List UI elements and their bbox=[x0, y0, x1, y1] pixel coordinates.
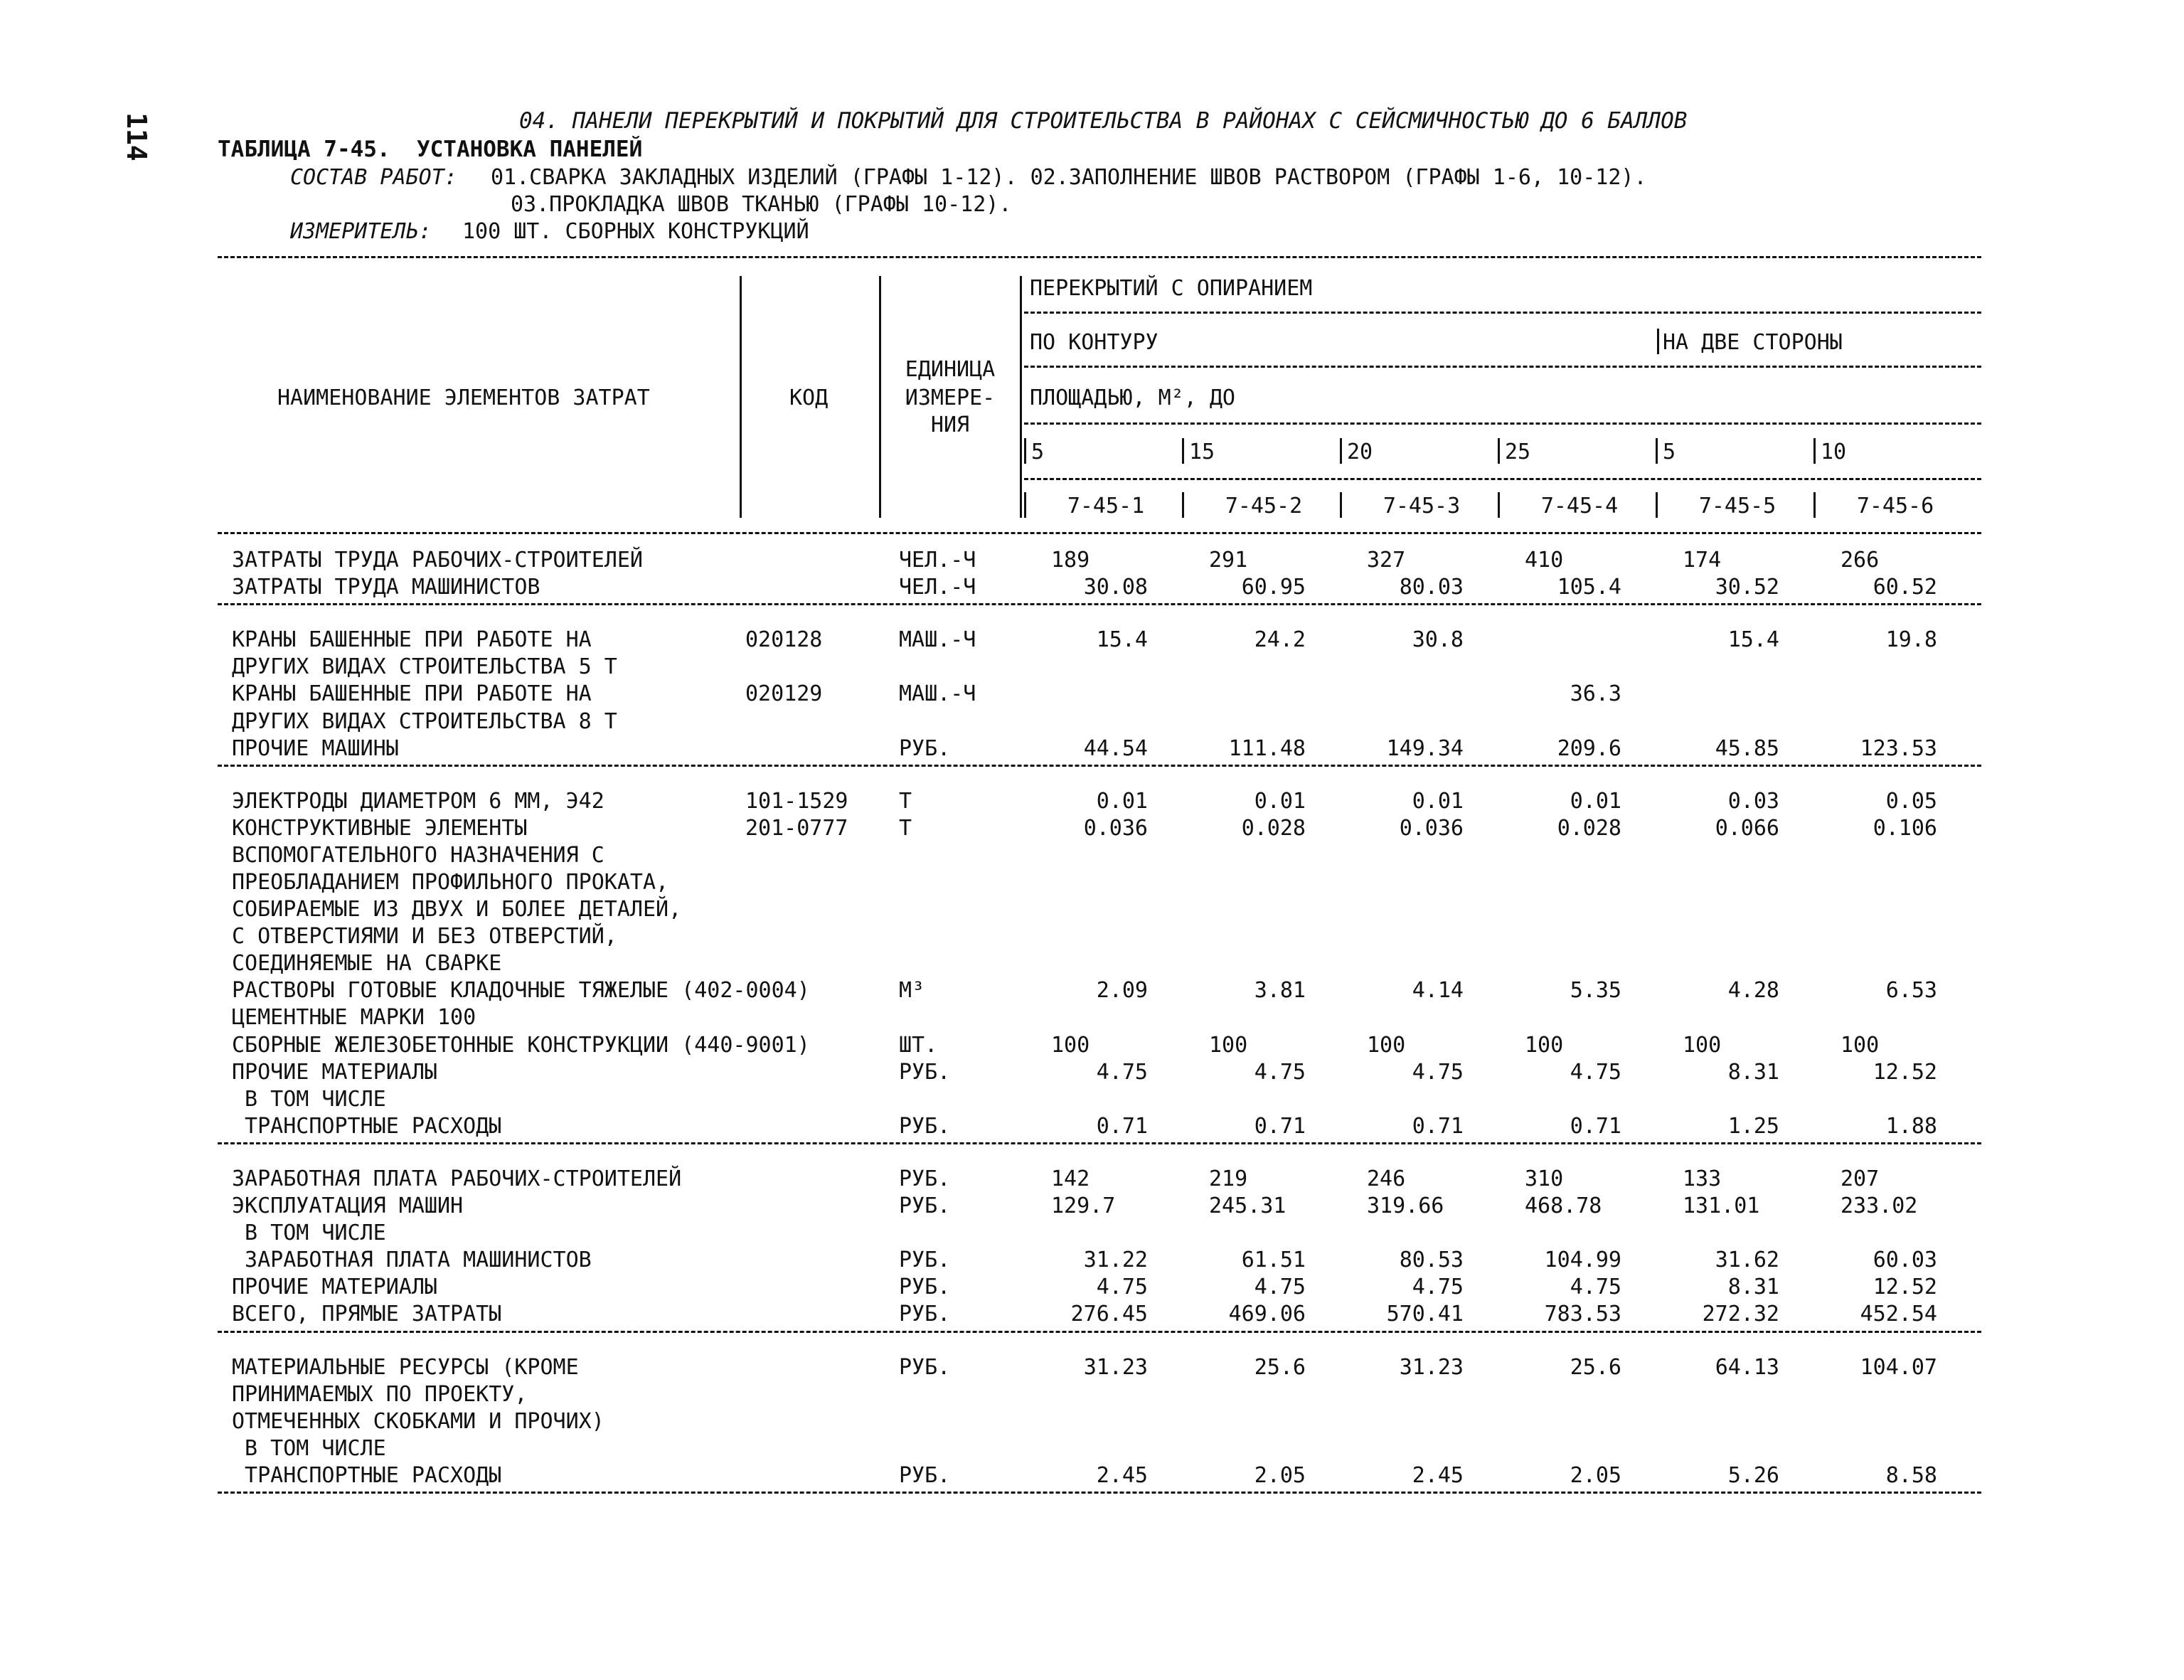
row-name: МАТЕРИАЛЬНЫЕ РЕСУРСЫ (КРОМЕ bbox=[232, 1355, 579, 1380]
section-rule bbox=[218, 1142, 1981, 1144]
row-value: 31.23 bbox=[1399, 1355, 1464, 1380]
row-unit: РУБ. bbox=[899, 1302, 951, 1327]
row-name: ЗАРАБОТНАЯ ПЛАТА МАШИНИСТОВ bbox=[232, 1248, 592, 1272]
row-name: ПРОЧИЕ МАШИНЫ bbox=[232, 736, 399, 761]
row-value: 469.06 bbox=[1228, 1302, 1306, 1327]
row-unit: ЧЕЛ.-Ч bbox=[899, 575, 976, 600]
row-value: 0.028 bbox=[1557, 816, 1621, 841]
row-unit: Т bbox=[899, 789, 912, 814]
row-name: ВСПОМОГАТЕЛЬНОГО НАЗНАЧЕНИЯ С bbox=[232, 843, 604, 868]
row-value: 31.22 bbox=[1083, 1248, 1148, 1272]
row-name: СОЕДИНЯЕМЫЕ НА СВАРКЕ bbox=[232, 951, 502, 976]
row-value: 246 bbox=[1367, 1166, 1406, 1191]
col-divider-unit bbox=[1020, 276, 1022, 518]
row-unit: РУБ. bbox=[899, 1114, 951, 1139]
row-value: 452.54 bbox=[1860, 1302, 1937, 1327]
row-value: 410 bbox=[1525, 548, 1564, 573]
col-divider-code bbox=[879, 276, 881, 518]
row-value: 31.23 bbox=[1083, 1355, 1148, 1380]
row-value: 219 bbox=[1209, 1166, 1248, 1191]
work-composition-line2: 03.ПРОКЛАДКА ШВОВ ТКАНЬЮ (ГРАФЫ 10-12). bbox=[511, 192, 1012, 217]
row-value: 319.66 bbox=[1367, 1193, 1444, 1218]
area-value: 10 bbox=[1821, 440, 1847, 464]
row-value: 2.05 bbox=[1570, 1463, 1621, 1488]
row-name: ДРУГИХ ВИДАХ СТРОИТЕЛЬСТВА 8 Т bbox=[232, 709, 617, 734]
row-unit: РУБ. bbox=[899, 1355, 951, 1380]
row-value: 8.31 bbox=[1727, 1275, 1779, 1299]
column-code: 7-45-3 bbox=[1383, 494, 1461, 519]
row-value: 129.7 bbox=[1051, 1193, 1116, 1218]
row-value: 2.05 bbox=[1254, 1463, 1306, 1488]
row-value: 233.02 bbox=[1841, 1193, 1918, 1218]
row-value: 0.03 bbox=[1727, 789, 1779, 814]
col-divider-name bbox=[740, 276, 742, 518]
row-name: ОТМЕЧЕННЫХ СКОБКАМИ И ПРОЧИХ) bbox=[232, 1409, 604, 1434]
row-unit: РУБ. bbox=[899, 736, 951, 761]
subheader-divider bbox=[1657, 329, 1659, 354]
row-value: 60.03 bbox=[1873, 1248, 1937, 1272]
row-value: 0.71 bbox=[1096, 1114, 1148, 1139]
row-value: 0.71 bbox=[1412, 1114, 1464, 1139]
row-value: 80.03 bbox=[1399, 575, 1464, 600]
page-number: 114 bbox=[121, 112, 152, 161]
area-header: ПЛОЩАДЬЮ, М², ДО bbox=[1030, 386, 1235, 410]
row-value: 36.3 bbox=[1570, 681, 1621, 706]
row-unit: М³ bbox=[899, 978, 925, 1003]
row-code: 020128 bbox=[745, 627, 823, 652]
table-bottom-rule bbox=[218, 1492, 1981, 1494]
measure-value: 100 ШТ. СБОРНЫХ КОНСТРУКЦИЙ bbox=[462, 219, 809, 244]
row-value: 31.62 bbox=[1715, 1248, 1779, 1272]
row-value: 4.75 bbox=[1254, 1060, 1306, 1085]
row-name: КРАНЫ БАШЕННЫЕ ПРИ РАБОТЕ НА bbox=[232, 681, 592, 706]
row-value: 0.066 bbox=[1715, 816, 1779, 841]
row-value: 4.75 bbox=[1412, 1060, 1464, 1085]
row-value: 60.95 bbox=[1241, 575, 1306, 600]
row-value: 783.53 bbox=[1544, 1302, 1621, 1327]
row-value: 4.75 bbox=[1412, 1275, 1464, 1299]
row-name: КОНСТРУКТИВНЫЕ ЭЛЕМЕНТЫ bbox=[232, 816, 528, 841]
row-value: 468.78 bbox=[1525, 1193, 1602, 1218]
row-unit: Т bbox=[899, 816, 912, 841]
area-divider bbox=[1813, 438, 1816, 464]
row-value: 100 bbox=[1525, 1033, 1564, 1058]
column-code: 7-45-1 bbox=[1067, 494, 1145, 519]
row-value: 327 bbox=[1367, 548, 1406, 573]
row-value: 111.48 bbox=[1228, 736, 1306, 761]
row-value: 209.6 bbox=[1557, 736, 1621, 761]
code-column-header: КОД bbox=[789, 386, 829, 410]
row-value: 0.05 bbox=[1885, 789, 1937, 814]
row-value: 133 bbox=[1683, 1166, 1722, 1191]
area-divider bbox=[1340, 438, 1342, 464]
row-value: 8.31 bbox=[1727, 1060, 1779, 1085]
row-value: 0.01 bbox=[1412, 789, 1464, 814]
column-code: 7-45-4 bbox=[1540, 494, 1619, 519]
column-code: 7-45-6 bbox=[1856, 494, 1934, 519]
row-name: ПРОЧИЕ МАТЕРИАЛЫ bbox=[232, 1060, 437, 1085]
row-code: 201-0777 bbox=[745, 816, 848, 841]
row-value: 30.52 bbox=[1715, 575, 1779, 600]
table-title: ТАБЛИЦА 7-45. УСТАНОВКА ПАНЕЛЕЙ bbox=[218, 137, 643, 162]
section-rule bbox=[218, 765, 1981, 767]
area-rule bbox=[1024, 422, 1981, 425]
row-name: ПРИНИМАЕМЫХ ПО ПРОЕКТУ, bbox=[232, 1382, 528, 1407]
subheader-rule bbox=[1024, 366, 1981, 368]
row-value: 272.32 bbox=[1702, 1302, 1779, 1327]
row-value: 1.25 bbox=[1727, 1114, 1779, 1139]
table-top-rule bbox=[218, 256, 1981, 258]
row-value: 24.2 bbox=[1254, 627, 1306, 652]
row-value: 131.01 bbox=[1683, 1193, 1760, 1218]
row-name: С ОТВЕРСТИЯМИ И БЕЗ ОТВЕРСТИЙ, bbox=[232, 924, 617, 949]
row-name: ЭКСПЛУАТАЦИЯ МАШИН bbox=[232, 1193, 464, 1218]
work-composition-line1: 01.СВАРКА ЗАКЛАДНЫХ ИЗДЕЛИЙ (ГРАФЫ 1-12). 02.ЗАПОЛНЕНИЕ ШВОВ РАСТВОРОМ (ГРАФЫ 1-6, 10-12). bbox=[491, 165, 1647, 190]
row-value: 12.52 bbox=[1873, 1275, 1937, 1299]
row-unit: МАШ.-Ч bbox=[899, 681, 976, 706]
row-value: 266 bbox=[1841, 548, 1880, 573]
row-value: 4.14 bbox=[1412, 978, 1464, 1003]
row-name: В ТОМ ЧИСЛЕ bbox=[232, 1436, 386, 1461]
code-divider bbox=[1813, 492, 1816, 518]
row-value: 2.09 bbox=[1096, 978, 1148, 1003]
row-value: 2.45 bbox=[1096, 1463, 1148, 1488]
row-value: 30.08 bbox=[1083, 575, 1148, 600]
row-value: 3.81 bbox=[1254, 978, 1306, 1003]
row-value: 4.75 bbox=[1096, 1275, 1148, 1299]
section-rule bbox=[218, 1331, 1981, 1333]
section-rule bbox=[218, 603, 1981, 605]
row-value: 104.99 bbox=[1544, 1248, 1621, 1272]
row-name: ЗАТРАТЫ ТРУДА РАБОЧИХ-СТРОИТЕЛЕЙ bbox=[232, 548, 643, 573]
row-name: ЭЛЕКТРОДЫ ДИАМЕТРОМ 6 ММ, Э42 bbox=[232, 789, 604, 814]
row-value: 0.01 bbox=[1254, 789, 1306, 814]
unit-column-header-3: НИЯ bbox=[930, 413, 970, 437]
code-divider bbox=[1656, 492, 1658, 518]
area-divider bbox=[1024, 438, 1026, 464]
row-value: 245.31 bbox=[1209, 1193, 1287, 1218]
unit-column-header-1: ЕДИНИЦА bbox=[905, 357, 996, 382]
row-value: 0.106 bbox=[1873, 816, 1937, 841]
area-value: 20 bbox=[1347, 440, 1373, 464]
row-value: 4.75 bbox=[1570, 1275, 1621, 1299]
code-divider bbox=[1498, 492, 1500, 518]
row-value: 0.028 bbox=[1241, 816, 1306, 841]
row-value: 19.8 bbox=[1885, 627, 1937, 652]
row-value: 100 bbox=[1841, 1033, 1880, 1058]
row-value: 310 bbox=[1525, 1166, 1564, 1191]
row-name: КРАНЫ БАШЕННЫЕ ПРИ РАБОТЕ НА bbox=[232, 627, 592, 652]
row-value: 1.88 bbox=[1885, 1114, 1937, 1139]
row-value: 4.75 bbox=[1254, 1275, 1306, 1299]
area-value: 25 bbox=[1505, 440, 1531, 464]
row-value: 64.13 bbox=[1715, 1355, 1779, 1380]
column-code: 7-45-5 bbox=[1698, 494, 1777, 519]
row-value: 189 bbox=[1051, 548, 1090, 573]
row-value: 142 bbox=[1051, 1166, 1090, 1191]
row-value: 44.54 bbox=[1083, 736, 1148, 761]
code-divider bbox=[1340, 492, 1342, 518]
row-unit: РУБ. bbox=[899, 1275, 951, 1299]
row-value: 12.52 bbox=[1873, 1060, 1937, 1085]
row-name: ВСЕГО, ПРЯМЫЕ ЗАТРАТЫ bbox=[232, 1302, 502, 1327]
row-name: В ТОМ ЧИСЛЕ bbox=[232, 1087, 386, 1112]
row-value: 4.75 bbox=[1096, 1060, 1148, 1085]
row-value: 4.75 bbox=[1570, 1060, 1621, 1085]
row-name: ЦЕМЕНТНЫЕ МАРКИ 100 bbox=[232, 1005, 476, 1030]
row-name: ПРОЧИЕ МАТЕРИАЛЫ bbox=[232, 1275, 437, 1299]
row-value: 2.45 bbox=[1412, 1463, 1464, 1488]
group-header: ПЕРЕКРЫТИЙ С ОПИРАНИЕМ bbox=[1030, 276, 1313, 301]
row-name: ТРАНСПОРТНЫЕ РАСХОДЫ bbox=[232, 1463, 502, 1488]
row-value: 149.34 bbox=[1386, 736, 1464, 761]
row-value: 123.53 bbox=[1860, 736, 1937, 761]
row-unit: РУБ. bbox=[899, 1193, 951, 1218]
row-name: ЗАРАБОТНАЯ ПЛАТА РАБОЧИХ-СТРОИТЕЛЕЙ bbox=[232, 1166, 682, 1191]
area-divider bbox=[1498, 438, 1500, 464]
row-value: 45.85 bbox=[1715, 736, 1779, 761]
header-bottom-rule bbox=[218, 532, 1981, 534]
row-value: 60.52 bbox=[1873, 575, 1937, 600]
row-value: 0.71 bbox=[1254, 1114, 1306, 1139]
row-unit: ШТ. bbox=[899, 1033, 938, 1058]
name-column-header: НАИМЕНОВАНИЕ ЭЛЕМЕНТОВ ЗАТРАТ bbox=[277, 386, 650, 410]
row-value: 25.6 bbox=[1254, 1355, 1306, 1380]
row-value: 25.6 bbox=[1570, 1355, 1621, 1380]
row-value: 104.07 bbox=[1860, 1355, 1937, 1380]
row-unit: ЧЕЛ.-Ч bbox=[899, 548, 976, 573]
subheader-contour: ПО КОНТУРУ bbox=[1030, 330, 1158, 355]
row-value: 0.71 bbox=[1570, 1114, 1621, 1139]
row-value: 100 bbox=[1683, 1033, 1722, 1058]
row-code: 101-1529 bbox=[745, 789, 848, 814]
row-name: СОБИРАЕМЫЕ ИЗ ДВУХ И БОЛЕЕ ДЕТАЛЕЙ, bbox=[232, 897, 682, 922]
subheader-two-sides: НА ДВЕ СТОРОНЫ bbox=[1663, 330, 1843, 355]
row-unit: РУБ. bbox=[899, 1166, 951, 1191]
row-name: В ТОМ ЧИСЛЕ bbox=[232, 1221, 386, 1245]
group-rule bbox=[1024, 312, 1981, 314]
row-unit: РУБ. bbox=[899, 1248, 951, 1272]
row-name: ЗАТРАТЫ ТРУДА МАШИНИСТОВ bbox=[232, 575, 540, 600]
code-divider bbox=[1024, 492, 1026, 518]
row-value: 61.51 bbox=[1241, 1248, 1306, 1272]
row-value: 4.28 bbox=[1727, 978, 1779, 1003]
area-divider bbox=[1656, 438, 1658, 464]
row-value: 570.41 bbox=[1386, 1302, 1464, 1327]
row-value: 5.26 bbox=[1727, 1463, 1779, 1488]
row-value: 8.58 bbox=[1885, 1463, 1937, 1488]
row-value: 291 bbox=[1209, 548, 1248, 573]
row-code: 020129 bbox=[745, 681, 823, 706]
row-value: 105.4 bbox=[1557, 575, 1621, 600]
row-value: 6.53 bbox=[1885, 978, 1937, 1003]
code-rule bbox=[1024, 478, 1981, 480]
row-value: 5.35 bbox=[1570, 978, 1621, 1003]
unit-column-header-2: ИЗМЕРЕ- bbox=[905, 386, 996, 410]
row-value: 207 bbox=[1841, 1166, 1880, 1191]
row-value: 276.45 bbox=[1070, 1302, 1148, 1327]
column-code: 7-45-2 bbox=[1225, 494, 1303, 519]
row-unit: РУБ. bbox=[899, 1060, 951, 1085]
row-value: 0.036 bbox=[1399, 816, 1464, 841]
section-title: 04. ПАНЕЛИ ПЕРЕКРЫТИЙ И ПОКРЫТИЙ ДЛЯ СТРОИТЕЛЬСТВА В РАЙОНАХ С СЕЙСМИЧНОСТЬЮ ДО 6 БАЛЛОВ bbox=[519, 108, 1688, 134]
row-name: ТРАНСПОРТНЫЕ РАСХОДЫ bbox=[232, 1114, 502, 1139]
row-value: 174 bbox=[1683, 548, 1722, 573]
row-value: 100 bbox=[1209, 1033, 1248, 1058]
row-value: 100 bbox=[1051, 1033, 1090, 1058]
row-value: 0.01 bbox=[1570, 789, 1621, 814]
row-name: СБОРНЫЕ ЖЕЛЕЗОБЕТОННЫЕ КОНСТРУКЦИИ (440-9001) bbox=[232, 1033, 810, 1058]
row-name: ПРЕОБЛАДАНИЕМ ПРОФИЛЬНОГО ПРОКАТА, bbox=[232, 870, 669, 895]
row-value: 80.53 bbox=[1399, 1248, 1464, 1272]
row-unit: МАШ.-Ч bbox=[899, 627, 976, 652]
measure-label: ИЗМЕРИТЕЛЬ: bbox=[290, 219, 432, 244]
row-value: 15.4 bbox=[1727, 627, 1779, 652]
area-value: 5 bbox=[1663, 440, 1676, 464]
row-unit: РУБ. bbox=[899, 1463, 951, 1488]
row-name: РАСТВОРЫ ГОТОВЫЕ КЛАДОЧНЫЕ ТЯЖЕЛЫЕ (402-0004) bbox=[232, 978, 810, 1003]
row-value: 0.01 bbox=[1096, 789, 1148, 814]
row-value: 15.4 bbox=[1096, 627, 1148, 652]
code-divider bbox=[1182, 492, 1184, 518]
row-name: ДРУГИХ ВИДАХ СТРОИТЕЛЬСТВА 5 Т bbox=[232, 654, 617, 679]
work-composition-label: СОСТАВ РАБОТ: bbox=[290, 165, 457, 190]
area-value: 15 bbox=[1189, 440, 1215, 464]
row-value: 30.8 bbox=[1412, 627, 1464, 652]
area-value: 5 bbox=[1031, 440, 1045, 464]
area-divider bbox=[1182, 438, 1184, 464]
row-value: 0.036 bbox=[1083, 816, 1148, 841]
row-value: 100 bbox=[1367, 1033, 1406, 1058]
